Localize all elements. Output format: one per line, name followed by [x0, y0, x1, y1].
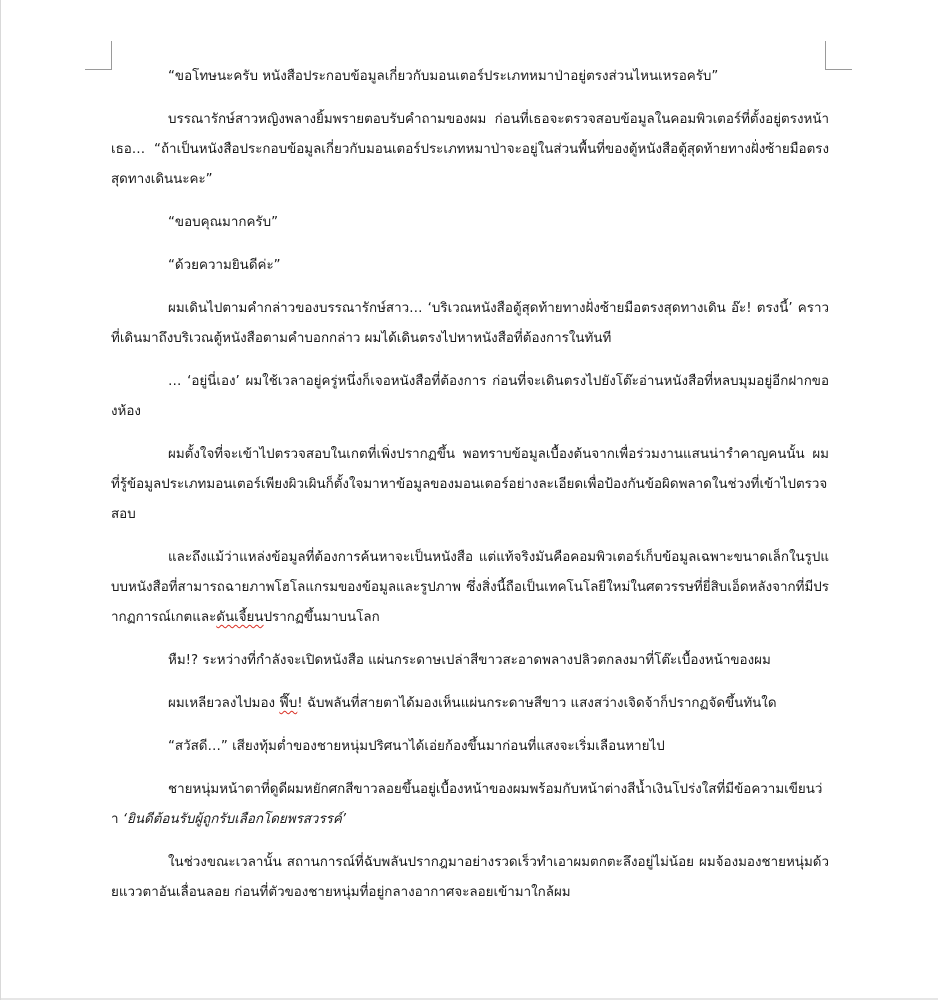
paragraph-2: บรรณารักษ์สาวหญิงพลางยิ้มพรายตอบรับคำถามของผม ก่อนที่เธอจะตรวจสอบข้อมูลในคอมพิวเตอร์ที่ตั้งอยู่ตรงหน้าเธอ… “ถ้าเป็นหนังสือประกอบข้อมูลเกี่ยวกับมอนเตอร์ประเภทหมาป่าจะอยู่ในส่วนพื้นที่ของตู้หนังสือตู้สุดท้ายทางฝั่งซ้ายมือตรงสุดทางเดินนะคะ” [111, 112, 829, 187]
paragraph-10-before: ผมเหลียวลงไปมอง [168, 696, 280, 711]
paragraph-5: ผมเดินไปตามคำกล่าวของบรรณารักษ์สาว… ‘บริเวณหนังสือตู้สุดท้ายทางฝั่งซ้ายมือตรงสุดทางเดิน อ๊ะ! ตรงนี้’ คราวที่เดินมาถึงบริเวณตู้หนังสือตามคำบอกกล่าว ผมได้เดินตรงไปหาหนังสือที่ต้องการในทันที [111, 301, 829, 346]
paragraph-9: หืม!? ระหว่างที่กำลังจะเปิดหนังสือ แผ่นกระดาษเปล่าสีขาวสะอาดพลางปลิวตกลงมาที่โต๊ะเบื้องหน้าของผม [168, 653, 771, 668]
paragraph-1: “ขอโทษนะครับ หนังสือประกอบข้อมูลเกี่ยวกับมอนเตอร์ประเภทหมาป่าอยู่ตรงส่วนไหนเหรอครับ” [168, 69, 719, 84]
paragraph-12-text: ชายหนุ่มหน้าตาที่ดูดีผมหยักศกสีขาวลอยขึ้นอยู่เบื้องหน้าของผมพร้อมกับหน้าต่างสีน้ำเงินโปร่งใสที่มีข้อความเขียนว่า [111, 782, 823, 827]
document-body[interactable] [111, 62, 829, 921]
paragraph-10 [111, 689, 829, 719]
paragraph-11: “สวัสดี…” เสียงทุ้มต่ำของชายหนุ่มปริศนาได้เอ่ยก้องขึ้นมาก่อนที่แสงจะเริ่มเลือนหายไป [168, 739, 665, 754]
spellcheck-flagged-word: ดันเจี้ยน [216, 610, 264, 625]
paragraph-3: “ขอบคุณมากครับ” [168, 215, 279, 230]
paragraph-12 [111, 775, 829, 835]
paragraph-4: “ด้วยความยินดีค่ะ” [168, 258, 281, 273]
paragraph-7: ผมตั้งใจที่จะเข้าไปตรวจสอบในเกตที่เพิ่งปรากฏขึ้น พอทราบข้อมูลเบื้องต้นจากเพื่อร่วมงานแสนน่ารำคาญคนนั้น ผมที่รู้ข้อมูลประเภทมอนเตอร์เพียงผิวเผินก็ตั้งใจมาหาข้อมูลของมอนเตอร์อย่างละเอียดเพื่อป้องกันข้อผิดพลาดในช่วงที่เข้าไปตรวจสอบ [111, 447, 829, 522]
paragraph-6: … ‘อยู่นี่เอง’ ผมใช้เวลาอยู่ครู่หนึ่งก็เจอหนังสือที่ต้องการ ก่อนที่จะเดินตรงไปยังโต๊ะอ่านหนังสือที่หลบมุมอยู่อีกฝากของห้อง [111, 374, 829, 419]
top-left-margin-marker [85, 41, 112, 70]
paragraph-8-after: ปรากฏขึ้นมาบนโลก [263, 610, 380, 625]
paragraph-8 [111, 543, 829, 633]
italic-quote: ‘ยินดีต้อนรับผู้ถูกรับเลือกโดยพรสวรรค์’ [122, 812, 347, 827]
paragraph-10-after: ! ฉับพลันที่สายตาได้มองเห็นแผ่นกระดาษสีขาว แสงสว่างเจิดจ้าก็ปรากฏจัดขึ้นทันใด [297, 696, 777, 711]
top-right-margin-marker [825, 41, 852, 70]
spellcheck-flagged-word: ฟึ๊บ [279, 696, 298, 711]
paragraph-13: ในช่วงขณะเวลานั้น สถานการณ์ที่ฉับพลันปรากฎมาอย่างรวดเร็วทำเอาผมตกตะลึงอยู่ไม่น้อย ผมจ้องมองชายหนุ่มด้วยแววตาอันเลื่อนลอย ก่อนที่ตัวของชายหนุ่มที่อยู่กลางอากาศจะลอยเข้ามาใกล้ผม [111, 855, 829, 900]
paragraph-8-before: และถึงแม้ว่าแหล่งข้อมูลที่ต้องการค้นหาจะเป็นหนังสือ แต่แท้จริงมันคือคอมพิวเตอร์เก็บข้อมูลเฉพาะขนาดเล็กในรูปแบบหนังสือที่สามารถฉายภาพโฮโลแกรมของข้อมูลและรูปภาพ ซึ่งสิ่งนี้ถือเป็นเทคโนโลยีใหม่ในศตวรรษที่ยี่สิบเอ็ดหลังจากที่มีปรากฏการณ์เกตและ [111, 550, 829, 625]
